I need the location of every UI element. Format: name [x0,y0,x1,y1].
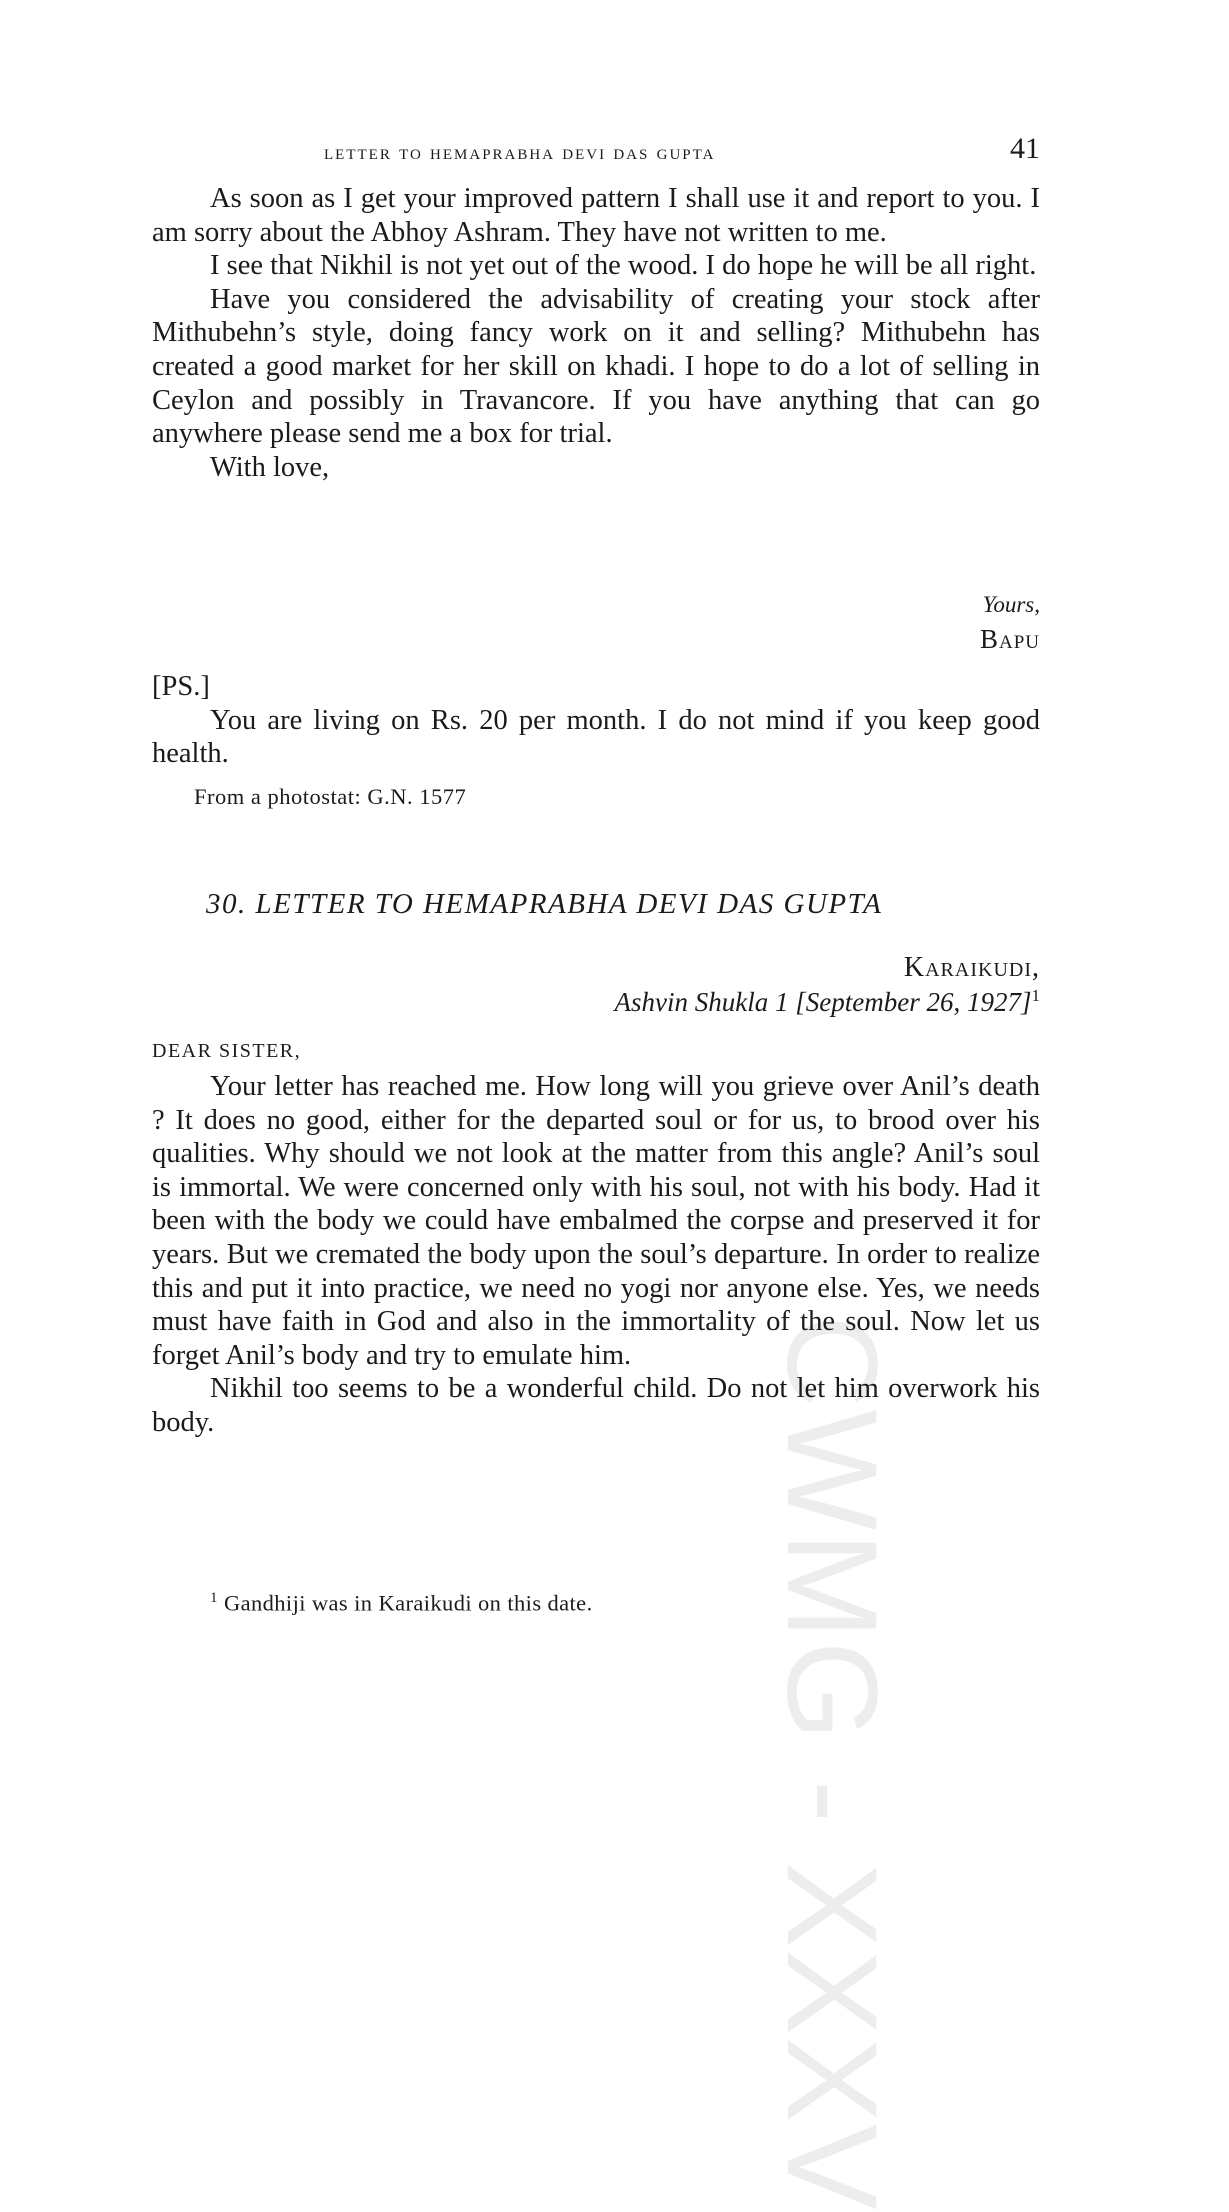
signature: Bapu [979,624,1040,654]
place: Karaikudi, [903,952,1040,983]
letter-1-body [152,182,1040,484]
footnote-ref: 1 [1031,986,1040,1005]
date-line [615,986,1040,1018]
salutation: DEAR SISTER, [152,1040,302,1062]
watermark: CWMG - XXXV [760,1315,903,2212]
paragraph: I see that Nikhil is not yet out of the wood. I do hope he will be all right. [210,250,1037,282]
footnote-text: Gandhiji was in Karaikudi on this date. [223,1590,593,1616]
paragraph: Have you considered the advisability of creating your stock after Mithubehn’s style, doing fancy work on it and selling? Mithubehn has created a good market for her skill on khadi. I hope to do a lot of selling in Ceylon and possibly in Travancore. If you have anything that can go anywhere please send me a box for trial. [152,283,1040,450]
running-title: letter to hemaprabha devi das gupta [324,140,716,164]
running-head [152,132,1040,168]
date: Ashvin Shukla 1 [September 26, 1927] [614,987,1032,1017]
closing: Yours, [982,592,1040,617]
ps-label: [PS.] [152,671,210,702]
paragraph: With love, [210,451,330,483]
letter-2-body [152,1070,1040,1440]
postscript [152,670,1040,771]
source-note: From a photostat: G.N. 1577 [194,784,467,809]
paragraph: Your letter has reached me. How long will you grieve over Anil’s death ? It does no good, either for the departed soul or for us, to brood over his qualities. Why should we not look at the matter from this angle? Anil’s soul is immortal. We were concerned only with his soul, not with his body. Had it been with the body we could have embalmed the corpse and preserved it for years. But we cremated the body upon the soul’s departure. In order to realize this and put it into practice, we need no yogi nor anyone else. Yes, we needs must have faith in God and also in the immortality of the soul. Now let us forget Anil’s body and try to emulate him. [152,1071,1040,1371]
ps-text: You are living on Rs. 20 per month. I do not mind if you keep good health. [152,704,1040,770]
footnote [210,1590,593,1617]
page-number: 41 [1010,132,1040,165]
paragraph: As soon as I get your improved pattern I shall use it and report to you. I am sorry about the Abhoy Ashram. They have not written to me. [152,183,1040,248]
footnote-mark: 1 [210,1590,218,1606]
letter-heading: 30. LETTER TO HEMAPRABHA DEVI DAS GUPTA [206,888,883,920]
paragraph: Nikhil too seems to be a wonderful child. Do not let him overwork his body. [152,1373,1040,1438]
